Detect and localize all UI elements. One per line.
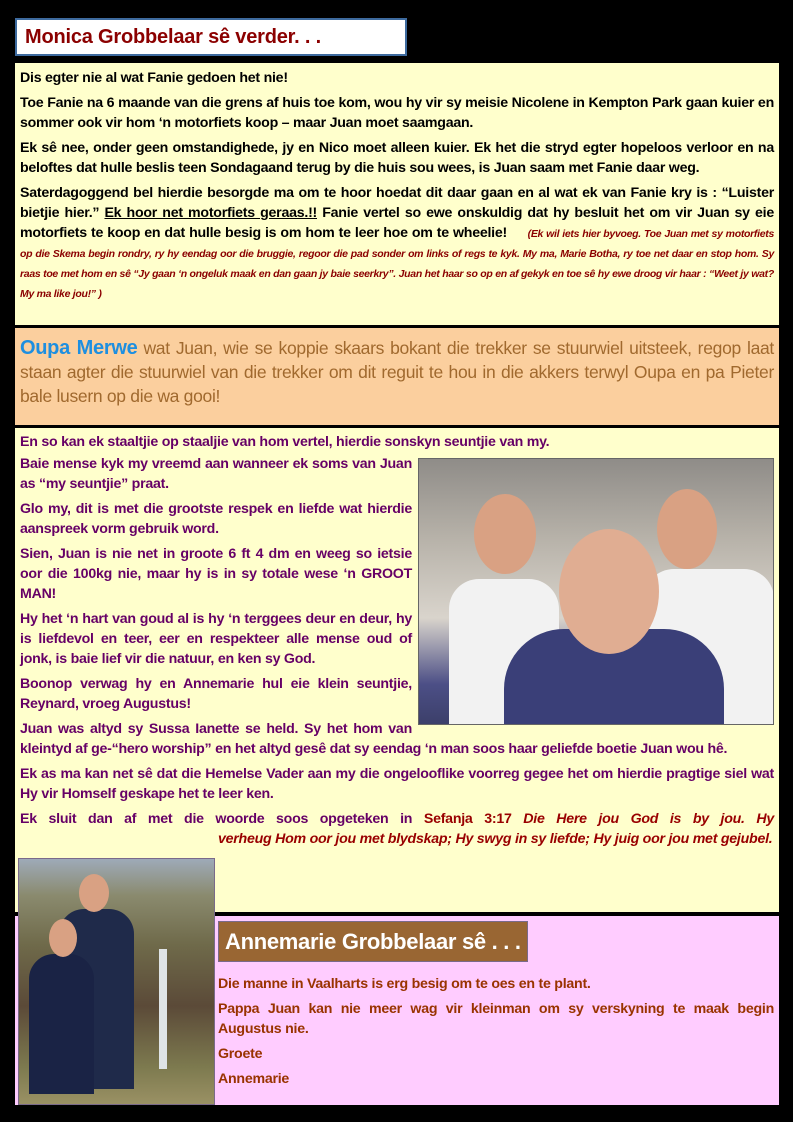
section-stories: [15, 428, 779, 912]
family-photo: [418, 458, 774, 725]
photo-face: [474, 494, 536, 574]
text: Ek sluit dan af met die woorde soos opgeteken in: [20, 811, 424, 827]
oupa-name: Oupa Merwe: [20, 337, 138, 359]
paragraph: Juan was altyd sy Sussa Ianette se held. Sy het hom van kleintyd af ge-“hero worship” en het altyd gesê dat sy eendag ‘n man soos haar geliefde boetie Juan wou hê.: [20, 721, 728, 757]
paragraph: Baie mense kyk my vreemd aan wanneer ek soms van Juan as “my seuntjie” praat.: [20, 456, 412, 492]
editor-note: (Ek wil iets hier byvoeg. Toe Juan met sy motorfiets op die Skema begin rondry, ry hy eendag oor die bruggie, regoor die pad sonder om links of regs te kyk. My ma, Marie Botha, ry toe net daar en stop hom. Sy raas toe met hom en sê “Jy gaan ‘n ongeluk maak en dan gaan jy baie seerkry”. Juan het haar so op en af gekyk en toe sê hy ewe droog vir haar : “Weet jy wat? My ma like jou!” ): [20, 228, 775, 300]
photo-face: [657, 489, 717, 569]
page-title: Monica Grobbelaar sê verder. . .: [15, 18, 407, 56]
paragraph: Dis egter nie al wat Fanie gedoen het nie!: [20, 70, 288, 86]
section-heading: Annemarie Grobbelaar sê . . .: [218, 921, 528, 962]
paragraph: Ek as ma kan net sê dat die Hemelse Vader aan my die ongelooflike voorreg gegee het om hierdie pragtige siel wat Hy vir Homself geskape het te leer ken.: [20, 766, 774, 802]
paragraph: [20, 809, 774, 829]
verse-reference: Sefanja 3:17: [423, 811, 512, 827]
photo-waterfall: [159, 949, 167, 1069]
paragraph: Ek sê nee, onder geen omstandighede, jy en Nico moet alleen kuier. Ek het die stryd egter hopeloos verloor en na beloftes dat hulle beslis teen Sondagaand terug by die huis sou wees, is Juan saam met Fanie daar weg.: [20, 140, 774, 176]
paragraph: Toe Fanie na 6 maande van die grens af huis toe kom, wou hy vir sy meisie Nicolene in Kempton Park gaan kuier en sommer ook vir hom ‘n motorfiets koop – maar Juan moet saamgaan.: [20, 95, 774, 131]
paragraph: Hy het ‘n hart van goud al is hy ‘n terggees deur en deur, hy is liefdevol en teer, eer en respekteer alle mense oud of jonk, is baie lief vir die natuur, en ken sy God.: [20, 611, 412, 667]
text: Fanie vertel so ewe onskuldig dat hy besluit het om vir Juan sy eie motorfiets te koop en dat hulle besig is om hom te leer hoe om te wheelie!: [20, 205, 774, 241]
paragraph: Sien, Juan is nie net in groote 6 ft 4 dm en weeg so ietsie oor die 100kg nie, maar hy is in sy totale wese ‘n GROOT MAN!: [20, 546, 412, 602]
photo-face: [49, 919, 77, 957]
paragraph: [20, 336, 774, 408]
paragraph: Boonop verwag hy en Annemarie hul eie klein seuntjie, Reynard, vroeg Augustus!: [20, 676, 412, 712]
paragraph: Groete: [218, 1046, 263, 1062]
photo-figure: [29, 954, 94, 1094]
section-oupa-merwe: [15, 328, 779, 425]
signature: Annemarie: [218, 1071, 290, 1087]
text: wat Juan, wie se koppie skaars bokant die trekker se stuurwiel uitsteek, regop laat staan agter die stuurwiel van die trekker om dit reguit te hou in die akkers terwyl Oupa en pa Pieter bale lusern op die wa gooi!: [20, 338, 774, 406]
paragraph: Pappa Juan kan nie meer wag vir kleinman om sy verskyning te maak begin Augustus nie.: [218, 1001, 774, 1037]
paragraph: Glo my, dit is met die grootste respek en liefde wat hierdie aanspreek vorm gebruik word.: [20, 501, 412, 537]
paragraph: Die manne in Vaalharts is erg besig om te oes en te plant.: [218, 976, 591, 992]
photo-face: [79, 874, 109, 912]
couple-photo: [18, 858, 215, 1105]
underlined-text: Ek hoor net motorfiets geraas.!!: [104, 205, 318, 221]
verse-text: verheug Hom oor jou met blydskap; Hy swyg in sy liefde; Hy juig oor jou met gejubel.: [218, 831, 773, 847]
paragraph: [20, 183, 774, 303]
section-monica: [15, 63, 779, 325]
text: Saterdagoggend bel hierdie besorgde ma om te hoor hoedat dit daar gaan en al wat ek van Fanie kry is : “Luister bietjie hier.”: [20, 185, 774, 221]
photo-face: [559, 529, 659, 654]
verse-text: Die Here jou God is by jou. Hy: [511, 811, 775, 827]
paragraph: En so kan ek staaltjie op staaljie van hom vertel, hierdie sonskyn seuntjie van my.: [20, 434, 550, 450]
